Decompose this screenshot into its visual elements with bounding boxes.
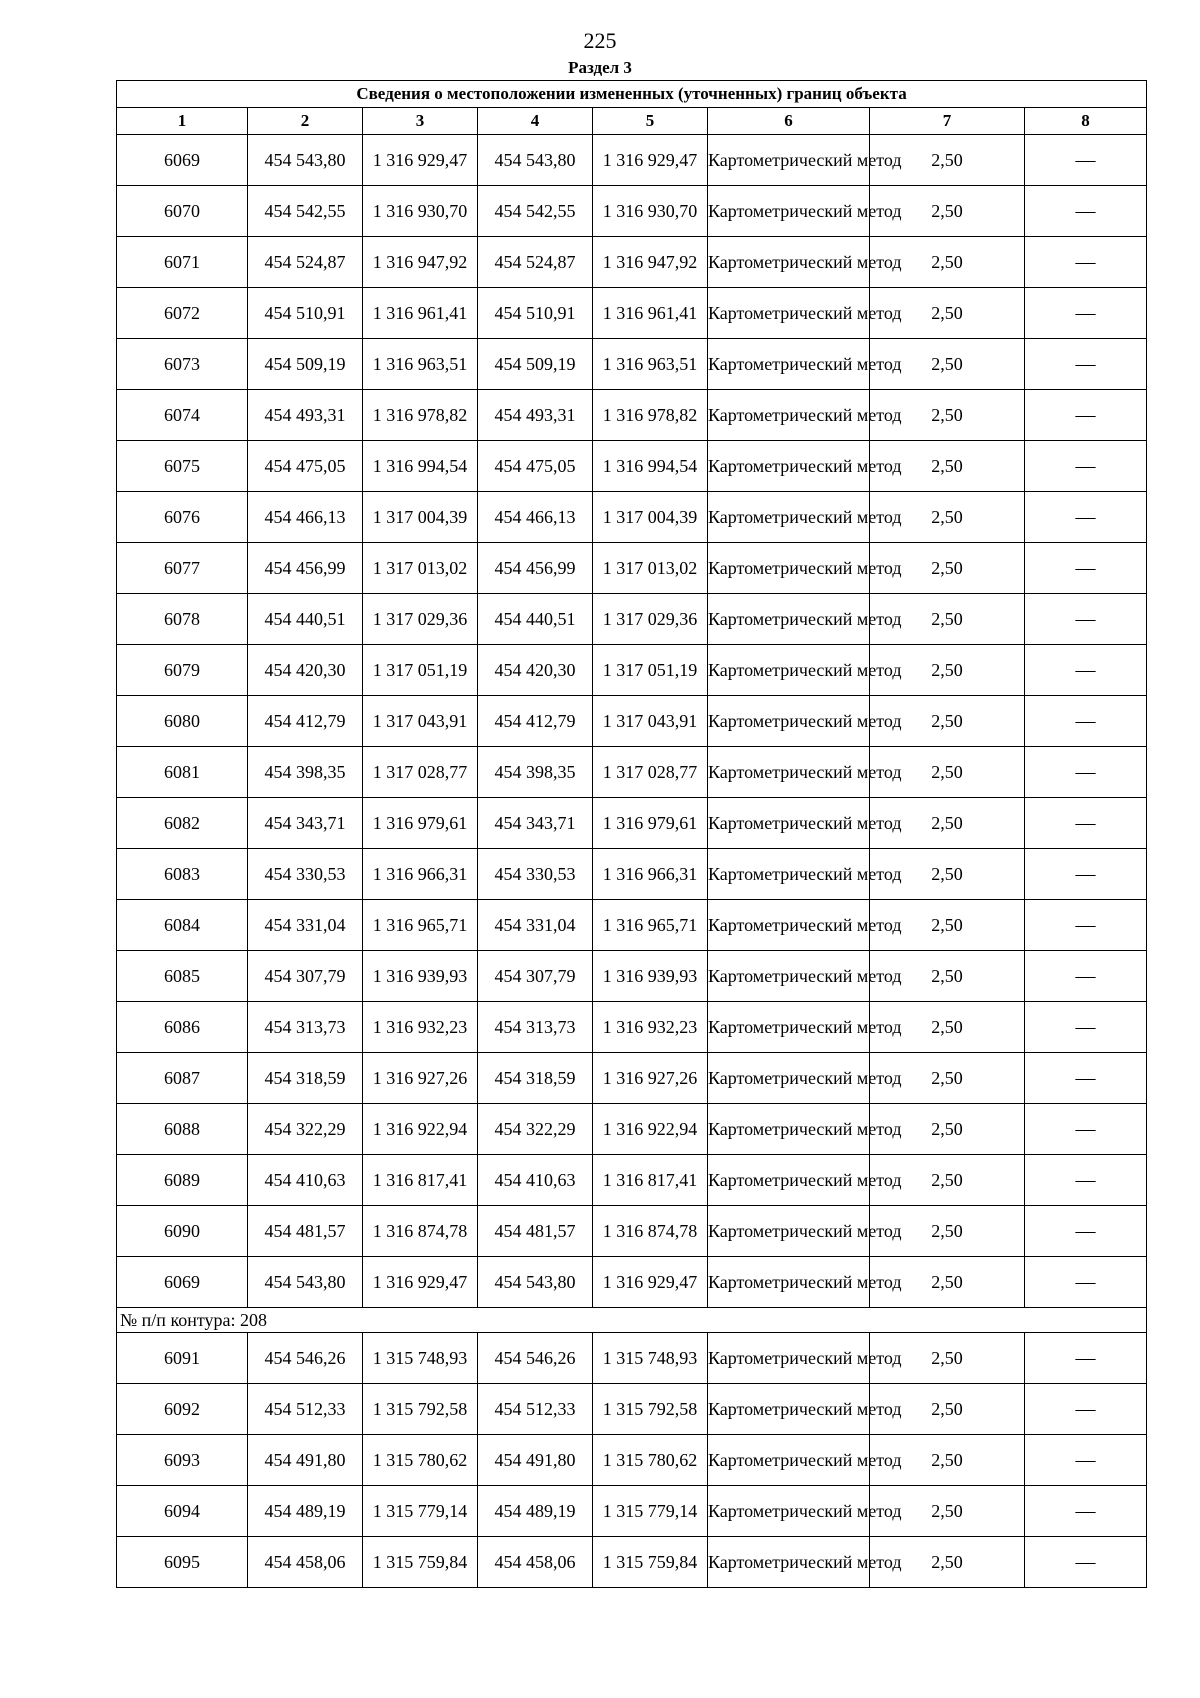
column-header: 8: [1025, 108, 1147, 135]
cell-x-old: 454 318,59: [248, 1053, 363, 1104]
cell-y-new: 1 317 004,39: [593, 492, 708, 543]
cell-method: Картометрический метод: [708, 390, 870, 441]
cell-x-new: 454 481,57: [478, 1206, 593, 1257]
cell-point-number: 6083: [117, 849, 248, 900]
cell-y-old: 1 317 013,02: [363, 543, 478, 594]
cell-point-number: 6090: [117, 1206, 248, 1257]
cell-y-new: 1 316 963,51: [593, 339, 708, 390]
cell-description: —: [1025, 441, 1147, 492]
column-header: 4: [478, 108, 593, 135]
cell-accuracy: 2,50: [870, 1206, 1025, 1257]
column-header: 3: [363, 108, 478, 135]
cell-point-number: 6069: [117, 1257, 248, 1308]
cell-description: —: [1025, 1486, 1147, 1537]
cell-accuracy: 2,50: [870, 339, 1025, 390]
cell-x-new: 454 313,73: [478, 1002, 593, 1053]
cell-x-new: 454 543,80: [478, 135, 593, 186]
cell-point-number: 6069: [117, 135, 248, 186]
cell-x-new: 454 322,29: [478, 1104, 593, 1155]
cell-accuracy: 2,50: [870, 645, 1025, 696]
cell-x-old: 454 456,99: [248, 543, 363, 594]
cell-x-old: 454 466,13: [248, 492, 363, 543]
table-title: Сведения о местоположении измененных (уточненных) границ объекта: [117, 81, 1147, 108]
table-row: [117, 1435, 1147, 1486]
cell-x-old: 454 307,79: [248, 951, 363, 1002]
contour-label: № п/п контура: 208: [117, 1308, 1147, 1333]
column-header: 2: [248, 108, 363, 135]
cell-accuracy: 2,50: [870, 1053, 1025, 1104]
cell-y-old: 1 316 932,23: [363, 1002, 478, 1053]
cell-y-new: 1 315 792,58: [593, 1384, 708, 1435]
cell-point-number: 6091: [117, 1333, 248, 1384]
cell-x-old: 454 412,79: [248, 696, 363, 747]
table-row: [117, 747, 1147, 798]
cell-x-new: 454 512,33: [478, 1384, 593, 1435]
cell-description: —: [1025, 1206, 1147, 1257]
cell-description: —: [1025, 1384, 1147, 1435]
table-row: [117, 543, 1147, 594]
cell-description: —: [1025, 1155, 1147, 1206]
cell-x-old: 454 542,55: [248, 186, 363, 237]
table-row: [117, 1537, 1147, 1588]
cell-y-new: 1 316 947,92: [593, 237, 708, 288]
table-row: [117, 237, 1147, 288]
cell-accuracy: 2,50: [870, 1486, 1025, 1537]
cell-y-old: 1 317 028,77: [363, 747, 478, 798]
cell-y-old: 1 316 978,82: [363, 390, 478, 441]
cell-x-new: 454 307,79: [478, 951, 593, 1002]
cell-point-number: 6086: [117, 1002, 248, 1053]
table-row: [117, 1104, 1147, 1155]
cell-y-old: 1 317 029,36: [363, 594, 478, 645]
cell-x-old: 454 512,33: [248, 1384, 363, 1435]
cell-y-old: 1 316 929,47: [363, 135, 478, 186]
cell-method: Картометрический метод: [708, 594, 870, 645]
cell-method: Картометрический метод: [708, 1053, 870, 1104]
column-header-row: [117, 108, 1147, 135]
cell-y-new: 1 317 051,19: [593, 645, 708, 696]
cell-method: Картометрический метод: [708, 339, 870, 390]
cell-point-number: 6094: [117, 1486, 248, 1537]
cell-x-old: 454 491,80: [248, 1435, 363, 1486]
cell-point-number: 6072: [117, 288, 248, 339]
table-row: [117, 951, 1147, 1002]
cell-method: Картометрический метод: [708, 1333, 870, 1384]
table-row: [117, 390, 1147, 441]
cell-method: Картометрический метод: [708, 237, 870, 288]
cell-y-old: 1 315 759,84: [363, 1537, 478, 1588]
cell-point-number: 6075: [117, 441, 248, 492]
cell-y-old: 1 315 792,58: [363, 1384, 478, 1435]
table-row: [117, 798, 1147, 849]
table-row: [117, 1486, 1147, 1537]
cell-description: —: [1025, 1257, 1147, 1308]
cell-point-number: 6087: [117, 1053, 248, 1104]
table-row: [117, 1333, 1147, 1384]
cell-point-number: 6079: [117, 645, 248, 696]
table-body: [117, 135, 1147, 1588]
cell-accuracy: 2,50: [870, 798, 1025, 849]
cell-x-old: 454 509,19: [248, 339, 363, 390]
cell-y-new: 1 317 028,77: [593, 747, 708, 798]
cell-x-old: 454 343,71: [248, 798, 363, 849]
cell-y-new: 1 316 922,94: [593, 1104, 708, 1155]
cell-accuracy: 2,50: [870, 1257, 1025, 1308]
cell-accuracy: 2,50: [870, 1155, 1025, 1206]
cell-x-old: 454 543,80: [248, 1257, 363, 1308]
cell-accuracy: 2,50: [870, 747, 1025, 798]
cell-x-old: 454 481,57: [248, 1206, 363, 1257]
cell-y-old: 1 316 939,93: [363, 951, 478, 1002]
table-row: [117, 1053, 1147, 1104]
cell-method: Картометрический метод: [708, 1435, 870, 1486]
cell-x-old: 454 410,63: [248, 1155, 363, 1206]
cell-description: —: [1025, 1435, 1147, 1486]
cell-x-old: 454 313,73: [248, 1002, 363, 1053]
table-row: [117, 1384, 1147, 1435]
cell-method: Картометрический метод: [708, 951, 870, 1002]
cell-description: —: [1025, 696, 1147, 747]
cell-x-new: 454 420,30: [478, 645, 593, 696]
cell-method: Картометрический метод: [708, 900, 870, 951]
cell-method: Картометрический метод: [708, 1257, 870, 1308]
cell-x-old: 454 493,31: [248, 390, 363, 441]
cell-y-new: 1 315 780,62: [593, 1435, 708, 1486]
cell-x-new: 454 330,53: [478, 849, 593, 900]
cell-x-old: 454 420,30: [248, 645, 363, 696]
cell-point-number: 6095: [117, 1537, 248, 1588]
cell-x-new: 454 524,87: [478, 237, 593, 288]
cell-accuracy: 2,50: [870, 135, 1025, 186]
cell-accuracy: 2,50: [870, 1002, 1025, 1053]
table-row: [117, 645, 1147, 696]
cell-point-number: 6089: [117, 1155, 248, 1206]
table-row: [117, 1155, 1147, 1206]
column-header: 1: [117, 108, 248, 135]
cell-x-new: 454 412,79: [478, 696, 593, 747]
cell-x-old: 454 489,19: [248, 1486, 363, 1537]
cell-y-old: 1 316 966,31: [363, 849, 478, 900]
cell-description: —: [1025, 237, 1147, 288]
cell-description: —: [1025, 747, 1147, 798]
cell-accuracy: 2,50: [870, 900, 1025, 951]
cell-y-new: 1 316 930,70: [593, 186, 708, 237]
cell-y-old: 1 315 748,93: [363, 1333, 478, 1384]
cell-point-number: 6071: [117, 237, 248, 288]
cell-x-new: 454 489,19: [478, 1486, 593, 1537]
cell-method: Картометрический метод: [708, 135, 870, 186]
cell-description: —: [1025, 900, 1147, 951]
cell-x-old: 454 458,06: [248, 1537, 363, 1588]
cell-method: Картометрический метод: [708, 186, 870, 237]
table-row: [117, 135, 1147, 186]
cell-y-new: 1 316 994,54: [593, 441, 708, 492]
cell-description: —: [1025, 951, 1147, 1002]
cell-point-number: 6076: [117, 492, 248, 543]
cell-point-number: 6080: [117, 696, 248, 747]
cell-x-new: 454 398,35: [478, 747, 593, 798]
cell-x-old: 454 322,29: [248, 1104, 363, 1155]
cell-x-new: 454 491,80: [478, 1435, 593, 1486]
cell-x-old: 454 524,87: [248, 237, 363, 288]
cell-x-new: 454 543,80: [478, 1257, 593, 1308]
cell-x-new: 454 458,06: [478, 1537, 593, 1588]
cell-x-new: 454 493,31: [478, 390, 593, 441]
cell-y-new: 1 317 043,91: [593, 696, 708, 747]
cell-x-new: 454 509,19: [478, 339, 593, 390]
cell-x-new: 454 343,71: [478, 798, 593, 849]
cell-y-new: 1 316 929,47: [593, 1257, 708, 1308]
cell-method: Картометрический метод: [708, 798, 870, 849]
cell-x-new: 454 510,91: [478, 288, 593, 339]
cell-description: —: [1025, 1053, 1147, 1104]
column-header: 6: [708, 108, 870, 135]
cell-y-new: 1 315 759,84: [593, 1537, 708, 1588]
cell-description: —: [1025, 543, 1147, 594]
cell-y-old: 1 317 051,19: [363, 645, 478, 696]
table-row: [117, 900, 1147, 951]
cell-description: —: [1025, 339, 1147, 390]
table-row: [117, 441, 1147, 492]
cell-x-new: 454 318,59: [478, 1053, 593, 1104]
section-title: Раздел 3: [568, 58, 632, 77]
contour-row: [117, 1308, 1147, 1333]
cell-accuracy: 2,50: [870, 543, 1025, 594]
cell-point-number: 6077: [117, 543, 248, 594]
cell-accuracy: 2,50: [870, 492, 1025, 543]
table-row: [117, 339, 1147, 390]
cell-method: Картометрический метод: [708, 849, 870, 900]
cell-method: Картометрический метод: [708, 441, 870, 492]
cell-description: —: [1025, 1537, 1147, 1588]
cell-x-new: 454 475,05: [478, 441, 593, 492]
cell-y-new: 1 316 817,41: [593, 1155, 708, 1206]
cell-description: —: [1025, 288, 1147, 339]
cell-y-new: 1 316 965,71: [593, 900, 708, 951]
cell-description: —: [1025, 492, 1147, 543]
cell-accuracy: 2,50: [870, 390, 1025, 441]
cell-y-old: 1 316 994,54: [363, 441, 478, 492]
cell-accuracy: 2,50: [870, 1384, 1025, 1435]
cell-x-old: 454 330,53: [248, 849, 363, 900]
cell-y-new: 1 316 929,47: [593, 135, 708, 186]
cell-x-old: 454 543,80: [248, 135, 363, 186]
cell-x-new: 454 456,99: [478, 543, 593, 594]
cell-x-new: 454 542,55: [478, 186, 593, 237]
cell-point-number: 6070: [117, 186, 248, 237]
cell-method: Картометрический метод: [708, 492, 870, 543]
cell-x-old: 454 510,91: [248, 288, 363, 339]
cell-y-new: 1 316 939,93: [593, 951, 708, 1002]
cell-y-new: 1 317 013,02: [593, 543, 708, 594]
cell-y-new: 1 316 961,41: [593, 288, 708, 339]
cell-method: Картометрический метод: [708, 1486, 870, 1537]
cell-x-new: 454 331,04: [478, 900, 593, 951]
cell-point-number: 6084: [117, 900, 248, 951]
cell-accuracy: 2,50: [870, 237, 1025, 288]
cell-point-number: 6088: [117, 1104, 248, 1155]
cell-x-new: 454 466,13: [478, 492, 593, 543]
cell-point-number: 6081: [117, 747, 248, 798]
table-row: [117, 288, 1147, 339]
cell-description: —: [1025, 798, 1147, 849]
cell-accuracy: 2,50: [870, 849, 1025, 900]
cell-y-old: 1 316 965,71: [363, 900, 478, 951]
cell-y-old: 1 315 779,14: [363, 1486, 478, 1537]
cell-y-new: 1 316 874,78: [593, 1206, 708, 1257]
cell-y-old: 1 316 927,26: [363, 1053, 478, 1104]
cell-y-old: 1 317 043,91: [363, 696, 478, 747]
table-row: [117, 594, 1147, 645]
cell-point-number: 6092: [117, 1384, 248, 1435]
cell-method: Картометрический метод: [708, 288, 870, 339]
cell-y-new: 1 316 966,31: [593, 849, 708, 900]
table-row: [117, 849, 1147, 900]
cell-x-new: 454 440,51: [478, 594, 593, 645]
table-row: [117, 1206, 1147, 1257]
cell-method: Картометрический метод: [708, 1537, 870, 1588]
cell-description: —: [1025, 1002, 1147, 1053]
page-number: 225: [583, 28, 617, 53]
cell-point-number: 6078: [117, 594, 248, 645]
cell-accuracy: 2,50: [870, 1104, 1025, 1155]
boundary-table: [116, 80, 1147, 1588]
cell-method: Картометрический метод: [708, 1002, 870, 1053]
cell-x-old: 454 546,26: [248, 1333, 363, 1384]
cell-accuracy: 2,50: [870, 1435, 1025, 1486]
cell-method: Картометрический метод: [708, 1384, 870, 1435]
cell-description: —: [1025, 1104, 1147, 1155]
cell-accuracy: 2,50: [870, 1333, 1025, 1384]
cell-y-old: 1 316 817,41: [363, 1155, 478, 1206]
cell-point-number: 6082: [117, 798, 248, 849]
cell-description: —: [1025, 849, 1147, 900]
cell-method: Картометрический метод: [708, 1155, 870, 1206]
table-row: [117, 1257, 1147, 1308]
cell-accuracy: 2,50: [870, 696, 1025, 747]
cell-y-old: 1 316 929,47: [363, 1257, 478, 1308]
cell-y-old: 1 315 780,62: [363, 1435, 478, 1486]
cell-x-new: 454 546,26: [478, 1333, 593, 1384]
cell-y-new: 1 316 927,26: [593, 1053, 708, 1104]
cell-y-new: 1 315 748,93: [593, 1333, 708, 1384]
cell-method: Картометрический метод: [708, 696, 870, 747]
cell-y-old: 1 316 930,70: [363, 186, 478, 237]
table-title-row: [117, 81, 1147, 108]
cell-y-old: 1 316 961,41: [363, 288, 478, 339]
table-row: [117, 492, 1147, 543]
cell-y-new: 1 316 978,82: [593, 390, 708, 441]
cell-point-number: 6085: [117, 951, 248, 1002]
cell-y-new: 1 317 029,36: [593, 594, 708, 645]
cell-description: —: [1025, 135, 1147, 186]
cell-y-new: 1 316 932,23: [593, 1002, 708, 1053]
cell-point-number: 6074: [117, 390, 248, 441]
cell-accuracy: 2,50: [870, 594, 1025, 645]
cell-accuracy: 2,50: [870, 288, 1025, 339]
cell-y-old: 1 316 963,51: [363, 339, 478, 390]
cell-method: Картометрический метод: [708, 1206, 870, 1257]
cell-accuracy: 2,50: [870, 951, 1025, 1002]
cell-y-new: 1 316 979,61: [593, 798, 708, 849]
cell-y-new: 1 315 779,14: [593, 1486, 708, 1537]
cell-description: —: [1025, 594, 1147, 645]
cell-description: —: [1025, 186, 1147, 237]
cell-x-new: 454 410,63: [478, 1155, 593, 1206]
cell-x-old: 454 440,51: [248, 594, 363, 645]
table-row: [117, 186, 1147, 237]
cell-description: —: [1025, 645, 1147, 696]
cell-x-old: 454 398,35: [248, 747, 363, 798]
cell-y-old: 1 316 947,92: [363, 237, 478, 288]
cell-method: Картометрический метод: [708, 747, 870, 798]
cell-method: Картометрический метод: [708, 543, 870, 594]
column-header: 5: [593, 108, 708, 135]
cell-method: Картометрический метод: [708, 1104, 870, 1155]
cell-y-old: 1 316 874,78: [363, 1206, 478, 1257]
cell-x-old: 454 475,05: [248, 441, 363, 492]
cell-description: —: [1025, 390, 1147, 441]
table-row: [117, 1002, 1147, 1053]
column-header: 7: [870, 108, 1025, 135]
cell-point-number: 6073: [117, 339, 248, 390]
table-row: [117, 696, 1147, 747]
cell-y-old: 1 316 922,94: [363, 1104, 478, 1155]
cell-y-old: 1 316 979,61: [363, 798, 478, 849]
cell-point-number: 6093: [117, 1435, 248, 1486]
cell-x-old: 454 331,04: [248, 900, 363, 951]
cell-accuracy: 2,50: [870, 1537, 1025, 1588]
cell-description: —: [1025, 1333, 1147, 1384]
cell-y-old: 1 317 004,39: [363, 492, 478, 543]
cell-accuracy: 2,50: [870, 186, 1025, 237]
cell-method: Картометрический метод: [708, 645, 870, 696]
cell-accuracy: 2,50: [870, 441, 1025, 492]
